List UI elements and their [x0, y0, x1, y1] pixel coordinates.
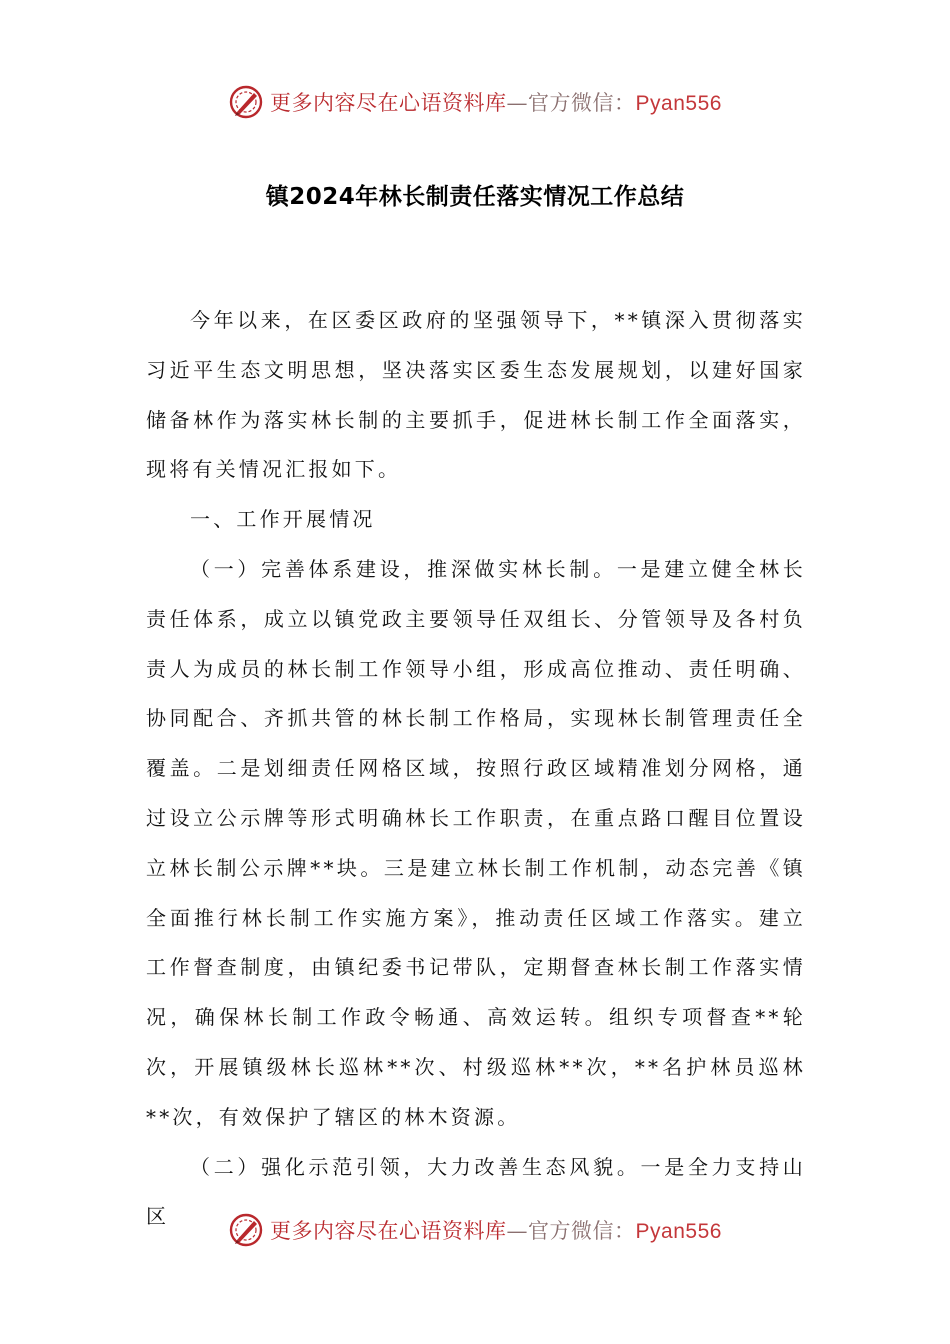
section-2-paragraph: （二）强化示范引领，大力改善生态风貌。一是全力支持山区 — [146, 1154, 806, 1229]
footer-banner-text — [270, 1215, 722, 1245]
section-heading: 一、工作开展情况 — [190, 507, 376, 532]
footer-banner-main: 更多内容尽在心语资料库 — [270, 1219, 507, 1243]
header-banner-account: Pyan556 — [635, 92, 722, 115]
footer-banner-account: Pyan556 — [635, 1220, 722, 1243]
document-title: 镇2024年林长制责任落实情况工作总结 — [265, 184, 685, 210]
header-banner-text — [270, 87, 722, 117]
header-banner-main: 更多内容尽在心语资料库 — [270, 91, 507, 115]
pen-logo-icon — [228, 1212, 264, 1248]
section-1-paragraph: （一）完善体系建设，推深做实林长制。一是建立健全林长责任体系，成立以镇党政主要领导任双组长、分管领导及各村负责人为成员的林长制工作领导小组，形成高位推动、责任明确、协同配合、齐抓共管的林长制工作格局，实现林长制管理责任全覆盖。二是划细责任网格区域，按照行政区域精准划分网格，通过设立公示牌等形式明确林长工作职责，在重点路口醒目位置设立林长制公示牌**块。三是建立林长制工作机制，动态完善《镇全面推行林长制工作实施方案》，推动责任区域工作落实。建立工作督查制度，由镇纪委书记带队，定期督查林长制工作落实情况，确保林长制工作政令畅通、高效运转。组织专项督查**轮次，开展镇级林长巡林**次、村级巡林**次，**名护林员巡林**次，有效保护了辖区的林木资源。 — [146, 556, 806, 1129]
footer-banner-official: —官方微信： — [506, 1219, 636, 1243]
header-banner-official: —官方微信： — [506, 91, 636, 115]
document-body — [146, 296, 806, 1242]
intro-paragraph: 今年以来，在区委区政府的坚强领导下，**镇深入贯彻落实习近平生态文明思想，坚决落实区委生态发展规划，以建好国家储备林作为落实林长制的主要抓手，促进林长制工作全面落实，现将有关情况汇报如下。 — [146, 308, 806, 482]
header-banner — [0, 80, 950, 124]
pen-logo-icon — [228, 84, 264, 120]
footer-banner — [0, 1208, 950, 1252]
